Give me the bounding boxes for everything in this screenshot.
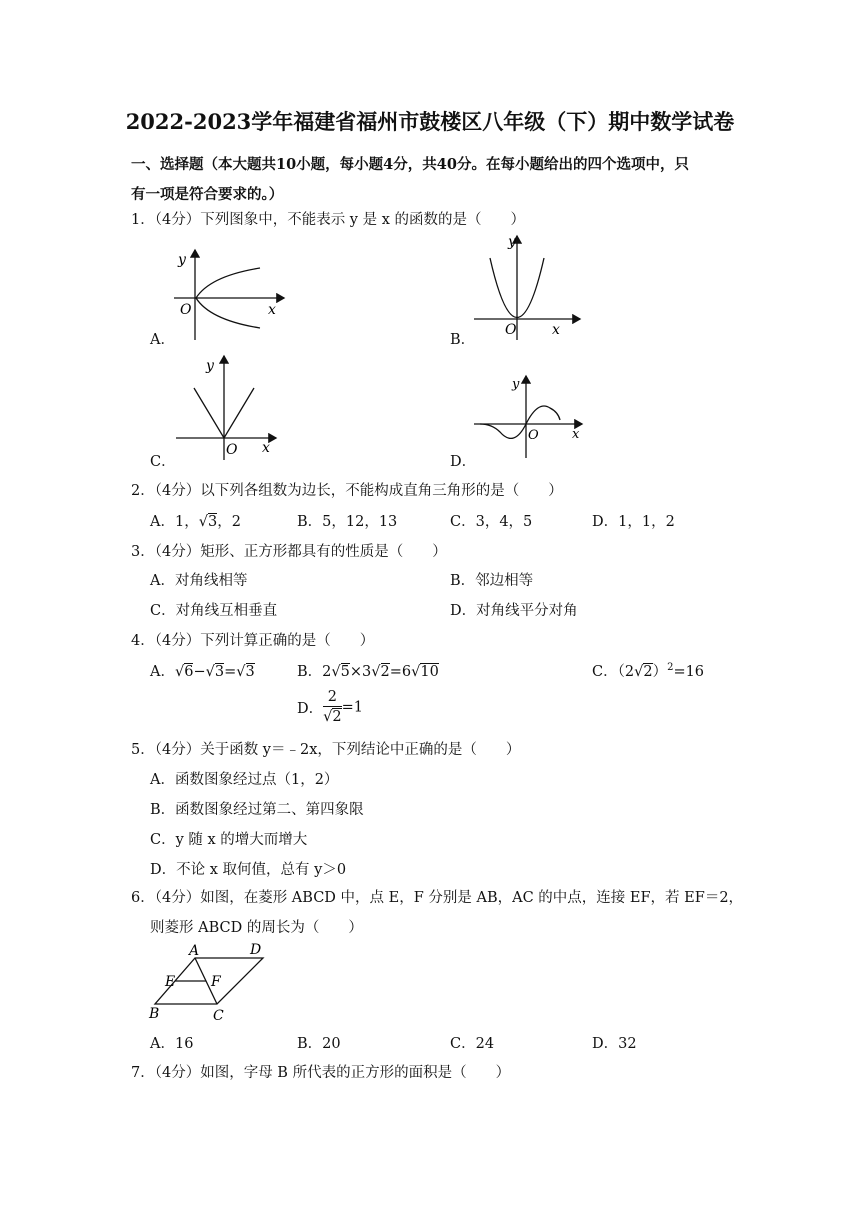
q1d-axis-y: y <box>512 377 520 392</box>
sqrt-icon: √ <box>236 664 246 680</box>
q2-option-b: B．5，12，13 <box>297 514 398 530</box>
q1-graph-a <box>160 240 300 345</box>
q4-option-b: B．2√5×3√2=6√10 <box>297 664 439 680</box>
q6-option-a: A．16 <box>150 1036 194 1052</box>
sqrt-icon: √ <box>205 664 215 680</box>
q2a-post: ，2 <box>217 514 241 530</box>
section-heading-line2: 有一项是符合要求的。） <box>131 186 284 203</box>
q6-point-e: E <box>165 974 176 990</box>
q6-vertex-a: A <box>189 943 200 959</box>
q2-stem: 2．（4分）以下列各组数为边长，不能构成直角三角形的是（ ） <box>131 483 563 499</box>
q1-option-b: B． <box>450 332 476 348</box>
q6-point-f: F <box>211 974 221 990</box>
q1-option-c: C． <box>150 454 176 470</box>
sqrt-icon: √ <box>411 664 421 680</box>
q1b-axis-y: y <box>508 234 516 250</box>
q1a-axis-y: y <box>178 252 186 268</box>
q5-option-d: D．不论 x 取何值，总有 y＞0 <box>150 862 347 878</box>
q5-option-b: B．函数图象经过第二、第四象限 <box>150 802 364 818</box>
q1-graph-b <box>470 232 590 342</box>
section-heading-line1: 一、选择题（本大题共10小题，每小题4分，共40分。在每小题给出的四个选项中，只 <box>131 156 689 173</box>
q2-option-c: C．3，4，5 <box>450 514 533 530</box>
q5-option-c: C．y 随 x 的增大而增大 <box>150 832 308 848</box>
page-title: 2022-2023学年福建省福州市鼓楼区八年级（下）期中数学试卷 <box>125 109 735 134</box>
q6-option-d: D．32 <box>592 1036 637 1052</box>
q1-option-a: A． <box>150 332 175 348</box>
q1b-origin: O <box>505 322 517 338</box>
q6-option-c: C．24 <box>450 1036 495 1052</box>
q2-option-a <box>150 510 241 531</box>
q1-graph-d <box>472 372 592 462</box>
q3-option-d: D．对角线平分对角 <box>450 603 578 619</box>
q3-stem: 3．（4分）矩形、正方形都具有的性质是（ ） <box>131 544 447 560</box>
q2a-radicand: 3 <box>207 514 218 530</box>
q6-stem-line1: 6．（4分）如图，在菱形 ABCD 中，点 E，F 分别是 AB，AC 的中点，连接 EF，若 EF＝2， <box>131 890 744 906</box>
q5-stem: 5．（4分）关于函数 y＝﹣2x，下列结论中正确的是（ ） <box>131 742 521 758</box>
q1c-axis-y: y <box>206 358 214 374</box>
q6-vertex-b: B <box>149 1006 160 1022</box>
sqrt-icon: √ <box>174 664 185 680</box>
q4-stem: 4．（4分）下列计算正确的是（ ） <box>131 633 375 649</box>
q1-option-d: D． <box>450 454 477 470</box>
sqrt-icon: √ <box>634 664 644 680</box>
q1c-origin: O <box>226 442 238 458</box>
sqrt-icon: √ <box>323 709 333 725</box>
q6-vertex-d: D <box>250 942 262 958</box>
q6-vertex-c: C <box>213 1008 224 1024</box>
q1c-axis-x: x <box>262 440 270 456</box>
q1d-axis-x: x <box>572 427 580 442</box>
sqrt-icon: √ <box>371 664 381 680</box>
q1d-origin: O <box>528 428 539 443</box>
q1b-axis-x: x <box>552 322 560 338</box>
sqrt-icon: √ <box>198 514 208 530</box>
q5-option-a: A．函数图象经过点（1，2） <box>150 772 339 788</box>
q3-option-a: A．对角线相等 <box>150 573 248 589</box>
q2-option-d: D．1，1，2 <box>592 514 675 530</box>
q4-option-d: D． $\frac{2}{√2}$ =1 <box>297 689 363 725</box>
q4-option-c: C．$(2√2)^2=16$ <box>592 662 705 680</box>
q7-stem: 7．（4分）如图，字母 B 所代表的正方形的面积是（ ） <box>131 1065 511 1081</box>
q3-option-c: C．对角线互相垂直 <box>150 603 278 619</box>
q2a-pre: 1， <box>174 514 199 530</box>
q1-graph-c <box>172 352 282 462</box>
q6-rhombus-figure <box>145 940 275 1022</box>
q1-stem: 1．（4分）下列图象中，不能表示 y 是 x 的函数的是（ ） <box>131 212 526 228</box>
q4-option-a: A．√6−√3=√3 <box>150 664 255 680</box>
q6-option-b: B．20 <box>297 1036 341 1052</box>
q3-option-b: B．邻边相等 <box>450 573 534 589</box>
q6-stem-line2: 则菱形 ABCD 的周长为（ ） <box>150 920 363 936</box>
sqrt-icon: √ <box>331 664 341 680</box>
q1a-origin: O <box>180 302 192 318</box>
q2a-label: A． <box>150 514 175 530</box>
q1a-axis-x: x <box>268 302 276 318</box>
